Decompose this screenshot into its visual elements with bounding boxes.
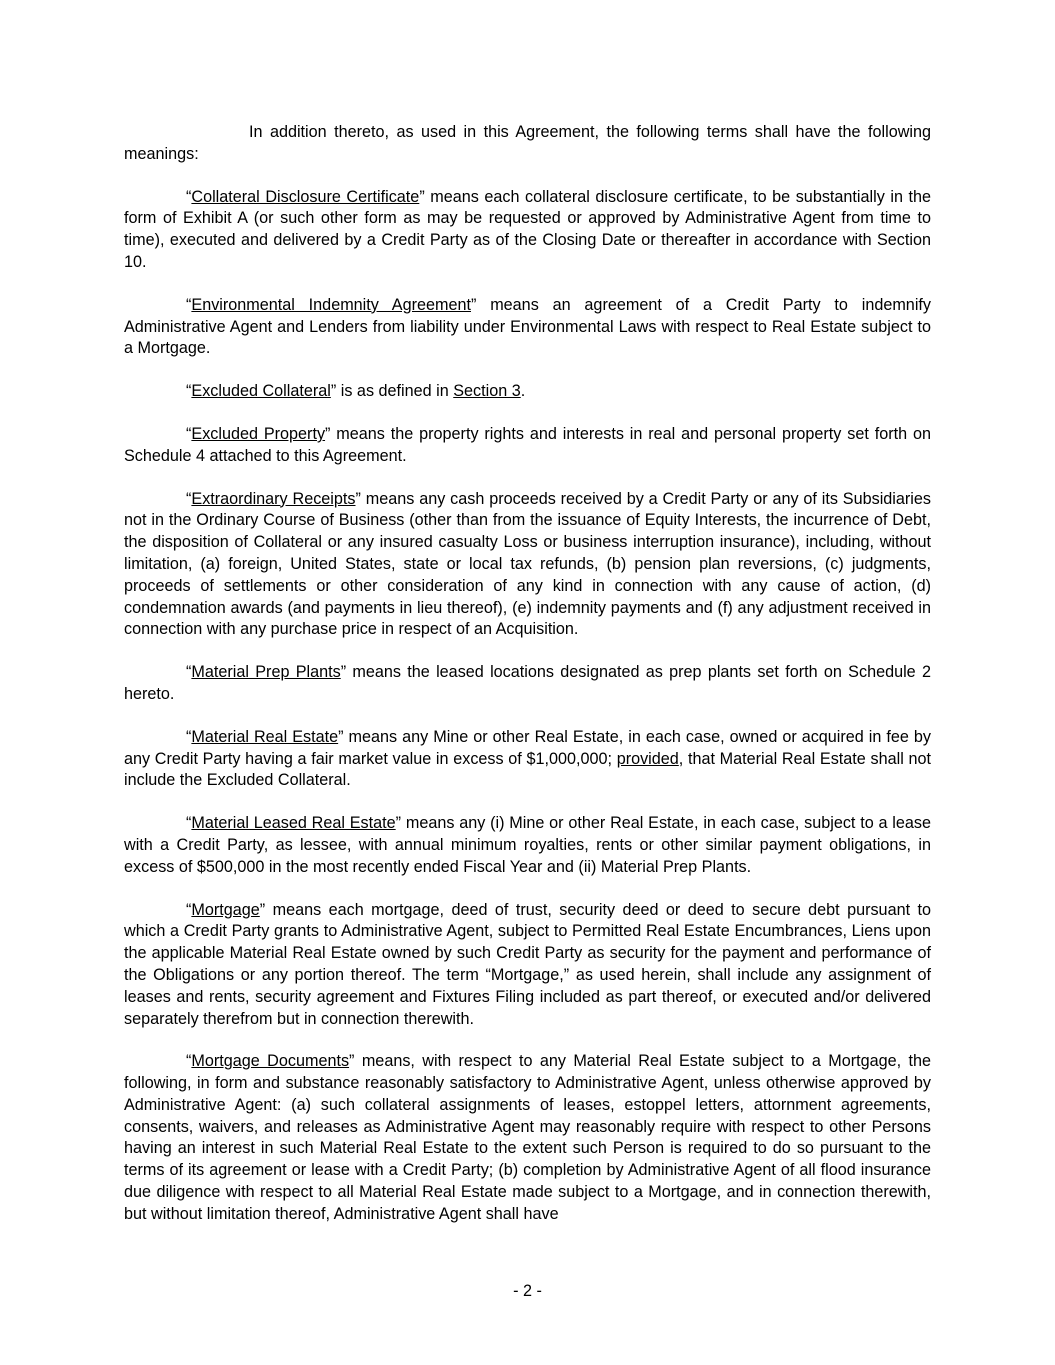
definition-text: means the leased locations designated as prep plants set forth on Schedule 2 hereto. (124, 663, 931, 703)
definition-text-end: , that Material Real Estate shall not include the Excluded Collateral. (124, 749, 931, 790)
defined-term: Mortgage Documents (191, 1052, 350, 1071)
open-quote: “ (186, 382, 192, 401)
open-quote: “ (186, 663, 192, 682)
defined-term: Excluded Collateral (191, 382, 331, 401)
defined-term: Material Prep Plants (191, 663, 341, 682)
open-quote: “ (186, 814, 192, 833)
close-quote: ” (330, 382, 337, 401)
open-quote: “ (186, 187, 192, 206)
close-quote: ” (325, 424, 331, 443)
definition-collateral-disclosure-certificate (124, 187, 931, 274)
definition-text-end: . (520, 382, 526, 401)
document-body (124, 122, 931, 1247)
defined-term: Collateral Disclosure Certificate (191, 187, 420, 206)
definition-material-prep-plants (124, 662, 931, 706)
close-quote: ” (395, 814, 402, 833)
close-quote: ” (349, 1052, 355, 1071)
open-quote: “ (186, 295, 192, 314)
definition-material-real-estate (124, 727, 931, 792)
defined-term: Extraordinary Receipts (191, 489, 356, 508)
definition-text: means, with respect to any Material Real Estate subject to a Mortgage, the following, in form and substance reasonably satisfactory to Administrative Agent, unless otherwise approved by Administrative Agent: (a) such collateral assignments of leases, estoppel letters, attornment agreements, consents, waivers, and releases as Administrative Agent may reasonably require with respect to other Persons having an interest in such Material Real Estate to the extent such Person is required to do so pursuant to the terms of its agreement or lease with a Credit Party; (b) completion by Administrative Agent of all flood insurance due diligence with respect to all Material Real Estate made subject to a Mortgage, and in connection therewith, but without limitation thereof, Administrative Agent shall have (124, 1052, 931, 1223)
definition-mortgage (124, 900, 931, 1031)
definition-text: means any Mine or other Real Estate, in each case, owned or acquired in fee by any Credit Party having a fair market value in excess of $1,000,000; (124, 727, 931, 768)
defined-term: Mortgage (191, 900, 260, 919)
open-quote: “ (186, 727, 192, 746)
open-quote: “ (186, 900, 192, 919)
definition-text: means each mortgage, deed of trust, security deed or deed to secure debt pursuant to which a Credit Party grants to Administrative Agent, subject to Permitted Real Estate Encumbrances, Liens upon the applicable Material Real Estate owned by such Credit Party as security for the payment and performance of the Obligations or any portion thereof. The term “Mortgage,” as used herein, shall include any assignment of leases and rents, security agreement and Fixtures Filing included as part thereof, or executed and/or delivered separately therefrom but in connection therewith. (124, 900, 931, 1028)
close-quote: ” (470, 295, 477, 314)
definition-extraordinary-receipts (124, 489, 931, 642)
close-quote: ” (419, 187, 425, 206)
section-reference: Section 3 (453, 382, 521, 401)
defined-term: Material Leased Real Estate (191, 814, 396, 833)
defined-term: Material Real Estate (191, 727, 339, 746)
defined-term: Excluded Property (191, 424, 326, 443)
open-quote: “ (186, 1052, 192, 1071)
definition-text: is as defined in (336, 382, 454, 401)
close-quote: ” (338, 727, 344, 746)
definition-excluded-collateral (124, 381, 931, 403)
close-quote: ” (340, 663, 347, 682)
definition-material-leased-real-estate (124, 813, 931, 878)
definition-environmental-indemnity-agreement (124, 295, 931, 360)
definition-text: means the property rights and interests in real and personal property set forth on Schedule 4 attached to this Agreement. (124, 424, 931, 465)
definition-text: means an agreement of a Credit Party to indemnify Administrative Agent and Lenders from liability under Environmental Laws with respect to Real Estate subject to a Mortgage. (124, 295, 932, 358)
intro-paragraph: In addition thereto, as used in this Agreement, the following terms shall have the following meanings: (124, 123, 931, 163)
close-quote: ” (355, 489, 361, 508)
definition-excluded-property (124, 424, 931, 468)
defined-term: Environmental Indemnity Agreement (191, 295, 471, 314)
close-quote: ” (259, 900, 266, 919)
open-quote: “ (186, 489, 192, 508)
definition-text: means any (i) Mine or other Real Estate, in each case, subject to a lease with a Credit Party, as lessee, with annual minimum royalties, rents or other similar payment obligations, in excess of $500,000 in the most recently ended Fiscal Year and (ii) Material Prep Plants. (124, 814, 932, 876)
proviso-word: provided (616, 749, 679, 768)
definition-mortgage-documents (124, 1051, 931, 1225)
definition-text: means each collateral disclosure certificate, to be substantially in the form of Exhibit A (or such other form as may be requested or approved by Administrative Agent from time to time), executed and delivered by a Credit Party as of the Closing Date or thereafter in accordance with Section 10. (124, 187, 931, 271)
open-quote: “ (186, 424, 192, 443)
page-number: - 2 - (513, 1282, 542, 1300)
definition-text: means any cash proceeds received by a Credit Party or any of its Subsidiaries not in the Ordinary Course of Business (other than from the issuance of Equity Interests, the incurrence of Debt, the disposition of Collateral or any insured casualty Loss or business interruption insurance), including, without limitation, (a) foreign, United States, state or local tax refunds, (b) pension plan reversions, (c) judgments, proceeds of settlements or other consideration of any kind in connection with any cause of action, (d) condemnation awards (and payments in lieu thereof), (e) indemnity payments and (f) any adjustment received in connection with any purchase price in respect of an Acquisition. (124, 489, 931, 639)
